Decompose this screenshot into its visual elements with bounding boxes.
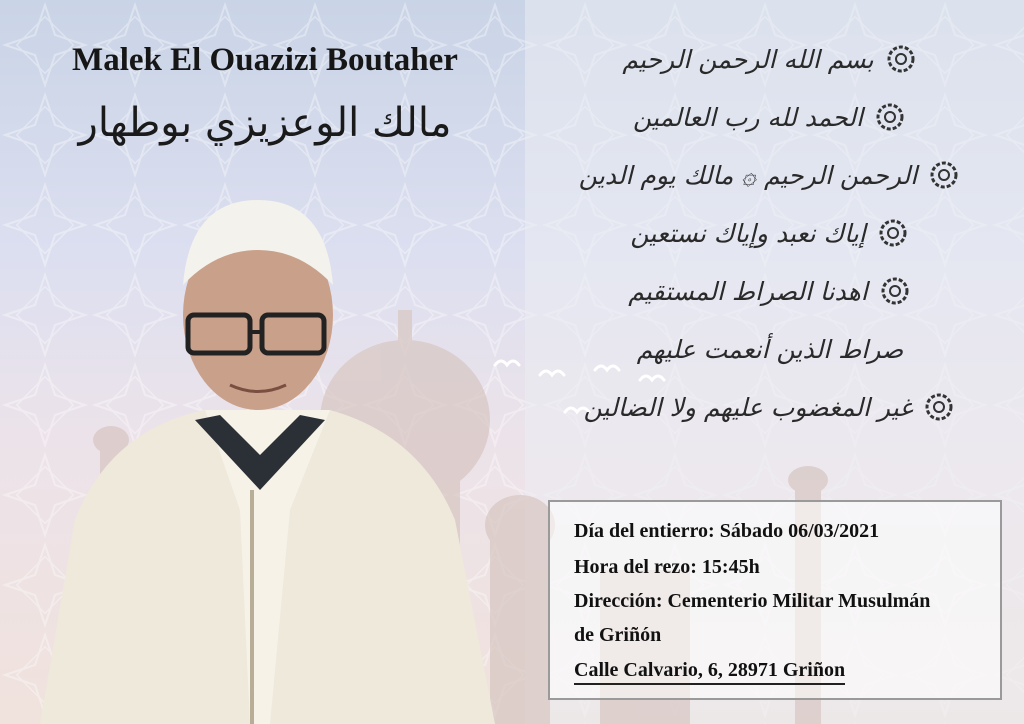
verse-row <box>560 30 980 88</box>
verse-text: غير المغضوب عليهم ولا الضالين <box>583 392 913 422</box>
verse-text: الرحمن الرحيم ۞ مالك يوم الدين <box>578 160 918 190</box>
portrait-photo <box>0 190 530 724</box>
funeral-info-box <box>548 500 1002 700</box>
verse-row <box>560 378 980 436</box>
rosette-icon <box>873 100 907 134</box>
verse-row <box>560 320 980 378</box>
address-line-1: Dirección: Cementerio Militar Musulmán <box>574 590 931 612</box>
verse-row <box>560 88 980 146</box>
al-fatiha-verses <box>560 30 980 436</box>
address-line-2: de Griñón <box>574 624 662 646</box>
verse-row <box>560 262 980 320</box>
street-address: Calle Calvario, 6, 28971 Griñon <box>574 659 845 685</box>
rosette-icon <box>884 42 918 76</box>
verse-row <box>560 204 980 262</box>
rosette-icon <box>922 390 956 424</box>
burial-day: Día del entierro: Sábado 06/03/2021 <box>574 520 880 542</box>
verse-text: صراط الذين أنعمت عليهم <box>636 334 904 364</box>
verse-text: إياك نعبد وإياك نستعين <box>630 218 866 248</box>
verse-text: اهدنا الصراط المستقيم <box>628 276 868 306</box>
deceased-name-latin: Malek El Ouazizi Boutaher <box>72 42 458 78</box>
rosette-icon <box>927 158 961 192</box>
prayer-time: Hora del rezo: 15:45h <box>574 556 760 578</box>
rosette-icon <box>878 274 912 308</box>
verse-text: بسم الله الرحمن الرحيم <box>622 44 874 74</box>
verse-row <box>560 146 980 204</box>
rosette-icon <box>876 216 910 250</box>
verse-text: الحمد لله رب العالمين <box>633 102 863 132</box>
deceased-name-arabic: مالك الوعزيزي بوطهار <box>78 100 452 146</box>
